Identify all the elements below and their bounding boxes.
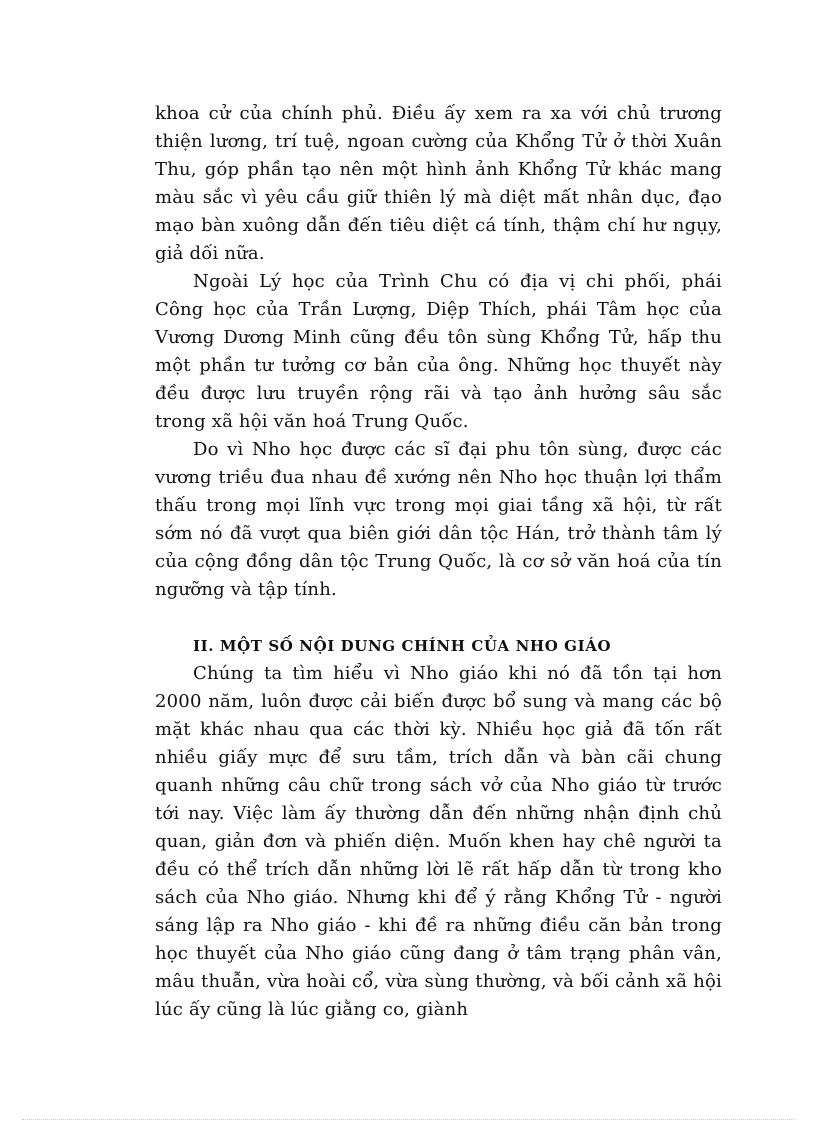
paragraph-continued: khoa cử của chính phủ. Điều ấy xem ra xa với chủ trương thiện lương, trí tuệ, ngoan cường của Khổng Tử ở thời Xuân Thu, góp phần tạo nên một hình ảnh Khổng Tử khác mang màu sắc vì yêu cầu giữ thiên lý mà diệt mất nhân dục, đạo mạo bàn xuông dẫn đến tiêu diệt cá tính, thậm chí hư ngụy, giả dối nữa. bbox=[155, 103, 722, 264]
paragraph-section-intro: Chúng ta tìm hiểu vì Nho giáo khi nó đã tồn tại hơn 2000 năm, luôn được cải biến được bổ sung và mang các bộ mặt khác nhau qua các thời kỳ. Nhiều học giả đã tốn rất nhiều giấy mực để sưu tầm, trích dẫn và bàn cãi chung quanh những câu chữ trong sách vở của Nho giáo từ trước tới nay. Việc làm ấy thường dẫn đến những nhận định chủ quan, giản đơn và phiến diện. Muốn khen hay chê người ta đều có thể trích dẫn những lời lẽ rất hấp dẫn từ trong kho sách của Nho giáo. Nhưng khi để ý rằng Khổng Tử - người sáng lập ra Nho giáo - khi đề ra những điều căn bản trong học thuyết của Nho giáo cũng đang ở tâm trạng phân vân, mâu thuẫn, vừa hoài cổ, vừa sùng thường, và bối cảnh xã hội lúc ấy cũng là lúc giằng co, giành bbox=[155, 663, 722, 1020]
section-heading: II. MỘT SỐ NỘI DUNG CHÍNH CỦA NHO GIÁO bbox=[193, 637, 612, 655]
page-bottom-divider bbox=[22, 1119, 794, 1120]
paragraph-influence: Do vì Nho học được các sĩ đại phu tôn sùng, được các vương triều đua nhau đề xướng nên Nho học thuận lợi thẩm thấu trong mọi lĩnh vực trong mọi giai tầng xã hội, từ rất sớm nó đã vượt qua biên giới dân tộc Hán, trở thành tâm lý của cộng đồng dân tộc Trung Quốc, là cơ sở văn hoá của tín ngưỡng và tập tính. bbox=[155, 439, 722, 600]
body-text bbox=[155, 100, 722, 1024]
paragraph-schools: Ngoài Lý học của Trình Chu có địa vị chi phối, phái Công học của Trần Lượng, Diệp Thích, phái Tâm học của Vương Dương Minh cũng đều tôn sùng Khổng Tử, hấp thu một phần tư tưởng cơ bản của ông. Những học thuyết này đều được lưu truyền rộng rãi và tạo ảnh hưởng sâu sắc trong xã hội văn hoá Trung Quốc. bbox=[155, 271, 722, 432]
